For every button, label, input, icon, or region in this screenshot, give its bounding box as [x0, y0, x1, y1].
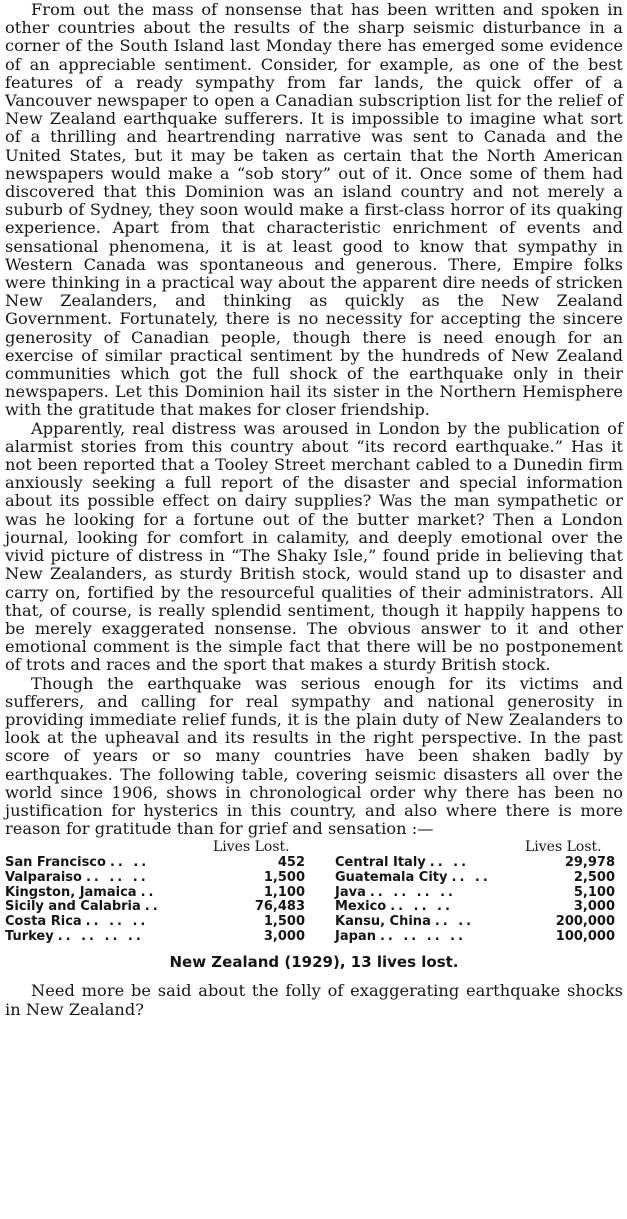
table-row: Sicily and Calabria .. 76,483 [5, 899, 305, 915]
lives-lost-header-right: Lives Lost. [525, 839, 602, 856]
table-row: San Francisco .. .. 452 [5, 855, 305, 871]
place-name: Guatemala City [335, 870, 448, 886]
lives-lost: 1,500 [263, 870, 305, 886]
new-zealand-summary: New Zealand (1929), 13 lives lost. [169, 953, 459, 972]
lives-lost: 100,000 [555, 928, 615, 944]
lives-lost: 1,500 [263, 914, 305, 930]
lives-lost: 1,100 [263, 884, 305, 900]
lives-lost: 452 [277, 855, 305, 871]
table-row: Central Italy .. .. 29,978 [335, 855, 615, 871]
place-name: Valparaiso [5, 870, 82, 886]
closing-paragraph: Need more be said about the folly of exaggerating earthquake shocks in New Zealand? [5, 981, 623, 1019]
table-row: Guatemala City .. .. 2,500 [335, 870, 615, 886]
place-name: Kingston, Jamaica [5, 884, 137, 900]
lives-lost: 5,100 [573, 884, 615, 900]
lives-lost: 3,000 [263, 928, 305, 944]
place-name: Kansu, China [335, 914, 431, 930]
newspaper-column [5, 0, 623, 1019]
table-row: Costa Rica .. .. .. 1,500 [5, 914, 305, 930]
table-row: Kingston, Jamaica .. 1,100 [5, 884, 305, 900]
place-name: Sicily and Calabria [5, 899, 141, 915]
lives-lost: 76,483 [254, 899, 305, 915]
table-row: Java .. .. .. .. 5,100 [335, 884, 615, 900]
place-name: Java [335, 884, 366, 900]
place-name: Mexico [335, 899, 387, 915]
lives-lost: 29,978 [564, 855, 615, 871]
place-name: Costa Rica [5, 914, 82, 930]
place-name: San Francisco [5, 855, 106, 871]
paragraph-2: Apparently, real distress was aroused in London by the publication of alarmist stories from this country about “its record earthquake.” Has it not been reported that a Tooley Street merchant cabled to a Dunedin firm anxiously seeking a full report of the disaster and special information about its possible effect on dairy supplies? Was the man sympathetic or was he looking for a fortune out of the butter market? Then a London journal, looking for comfort in calamity, and deeply emotional over the vivid picture of distress in “The Shaky Isle,” found pride in believing that New Zealanders, as sturdy British stock, would stand up to disaster and carry on, fortified by the resourceful qualities of their administrators. All that, of course, is really splendid sentiment, though it happily happens to be merely exaggerated nonsense. The obvious answer to it and other emotional comment is the simple fact that there will be no postponement of trots and races and the sport that makes a sturdy British stock. [5, 418, 623, 675]
table-right-column [335, 856, 615, 944]
table-row: Valparaiso .. .. .. 1,500 [5, 870, 305, 886]
table-row: Mexico .. .. .. 3,000 [335, 899, 615, 915]
table-row: Japan .. .. .. .. 100,000 [335, 928, 615, 944]
paragraph-3: Though the earthquake was serious enough for its victims and sufferers, and calling for real sympathy and national generosity in providing immediate relief funds, it is the plain duty of New Zealanders to look at the upheaval and its results in the right perspective. In the past score of years or so many countries have been shaken badly by earthquakes. The following table, covering seismic disasters all over the world since 1906, shows in chronological order why there has been no justification for hysterics in this country, and also where there is more reason for gratitude than for grief and sensation :— [5, 673, 623, 839]
paragraph-1: From out the mass of nonsense that has been written and spoken in other countries about the results of the sharp seismic disturbance in a corner of the South Island last Monday there has emerged some evidence of an appreciable sentiment. Consider, for example, as one of the best features of a ready sympathy from far lands, the quick offer of a Vancouver newspaper to open a Canadian subscription list for the relief of New Zealand earthquake sufferers. It is impossible to imagine what sort of a thrilling and heartrending narrative was sent to Canada and the United States, but it may be taken as certain that the North American newspapers would make a “sob story” out of it. Once some of them had discovered that this Dominion was an island country and not merely a suburb of Sydney, they soon would make a first-class horror of its quaking experience. Apart from that characteristic enrichment of events and sensational phenomena, it is at least good to know that sympathy in Western Canada was spontaneous and generous. There, Empire folks were thinking in a practical way about the apparent dire needs of stricken New Zealanders, and thinking as quickly as the New Zealand Government. Fortunately, there is no necessity for accepting the sincere generosity of Canadian people, though there is need enough for an exercise of similar practical sentiment by the hundreds of New Zealand communities which got the full shock of the earthquake only in their newspapers. Let this Dominion hail its sister in the Northern Hemisphere with the gratitude that makes for closer friendship. [5, 0, 623, 420]
lives-lost: 3,000 [573, 899, 615, 915]
table-row: Kansu, China .. .. 200,000 [335, 914, 615, 930]
table-row: Turkey .. .. .. .. 3,000 [5, 928, 305, 944]
lives-lost-header-left: Lives Lost. [213, 839, 290, 856]
table-header [5, 840, 623, 856]
place-name: Japan [335, 928, 376, 944]
table-left-column [5, 856, 305, 944]
place-name: Central Italy [335, 855, 426, 871]
lives-lost: 2,500 [573, 870, 615, 886]
earthquake-table [5, 840, 623, 944]
lives-lost: 200,000 [555, 914, 615, 930]
place-name: Turkey [5, 928, 54, 944]
